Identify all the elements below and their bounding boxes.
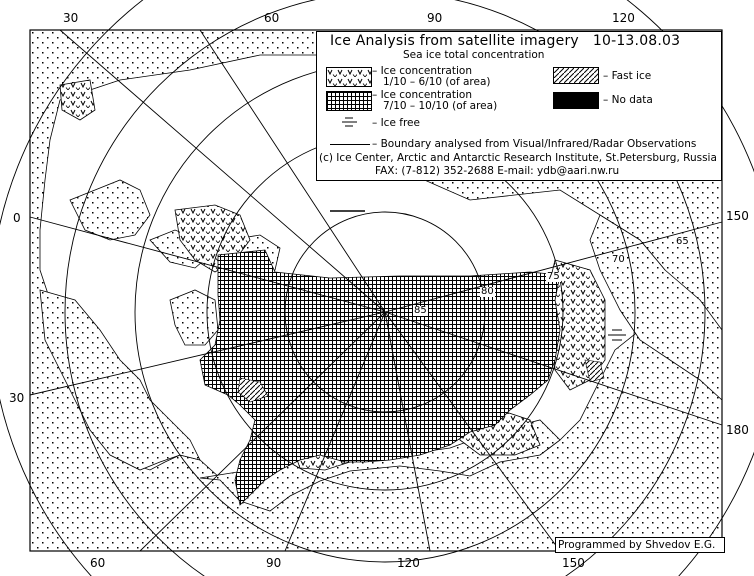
legend-high-conc-line1: – Ice concentration	[372, 89, 472, 101]
lon-label-right-150: 150	[726, 209, 749, 223]
legend-box	[316, 31, 722, 181]
lat-label-80: 80	[481, 286, 494, 297]
legend-fast-ice: – Fast ice	[603, 70, 652, 82]
lon-label-top-30: 30	[63, 11, 79, 25]
map-title-text: Ice Analysis from satellite imagery	[330, 33, 579, 49]
legend-ice-free: – Ice free	[372, 117, 420, 129]
lon-label-bottom-150: 150	[562, 556, 585, 570]
lon-label-top-120: 120	[612, 11, 635, 25]
legend-low-conc-line2: 1/10 – 6/10 (of area)	[383, 76, 491, 88]
map-subtitle: Sea ice total concentration	[403, 49, 545, 61]
lat-label-65: 65	[676, 236, 689, 247]
legend-swatch-no-data	[553, 92, 599, 109]
lon-label-bottom-90: 90	[266, 556, 282, 570]
map-title	[330, 33, 680, 49]
lon-label-top-60: 60	[264, 11, 280, 25]
lon-label-bottom-60: 60	[90, 556, 106, 570]
lon-label-bottom-120: 120	[397, 556, 420, 570]
lon-label-left-0: 0	[13, 211, 21, 225]
legend-no-data: – No data	[603, 94, 653, 106]
legend-swatch-fast-ice	[553, 67, 599, 84]
legend-swatch-low-concentration	[326, 67, 372, 87]
legend-ice-free-symbol	[342, 116, 358, 128]
contact-line: FAX: (7-812) 352-2688 E-mail: ydb@aari.nw.ru	[375, 165, 620, 177]
legend-low-conc-line1: – Ice concentration	[372, 65, 472, 77]
legend-swatch-high-concentration	[326, 91, 372, 111]
lon-label-left-30: 30	[9, 391, 25, 405]
legend-boundary: – Boundary analysed from Visual/Infrared/Radar Observations	[372, 138, 697, 150]
lat-label-75: 75	[547, 271, 560, 282]
copyright-line: (c) Ice Center, Arctic and Antarctic Research Institute, St.Petersburg, Russia	[319, 152, 717, 164]
lat-label-85: 85	[414, 305, 427, 316]
credit-label: Programmed by Shvedov E.G.	[555, 537, 725, 553]
lon-label-top-90: 90	[427, 11, 443, 25]
legend-boundary-line	[330, 144, 370, 145]
lon-label-right-180: 180	[726, 423, 749, 437]
lat-label-70: 70	[612, 254, 625, 265]
map-dates: 10-13.08.03	[592, 33, 681, 49]
legend-high-conc-line2: 7/10 – 10/10 (of area)	[383, 100, 498, 112]
